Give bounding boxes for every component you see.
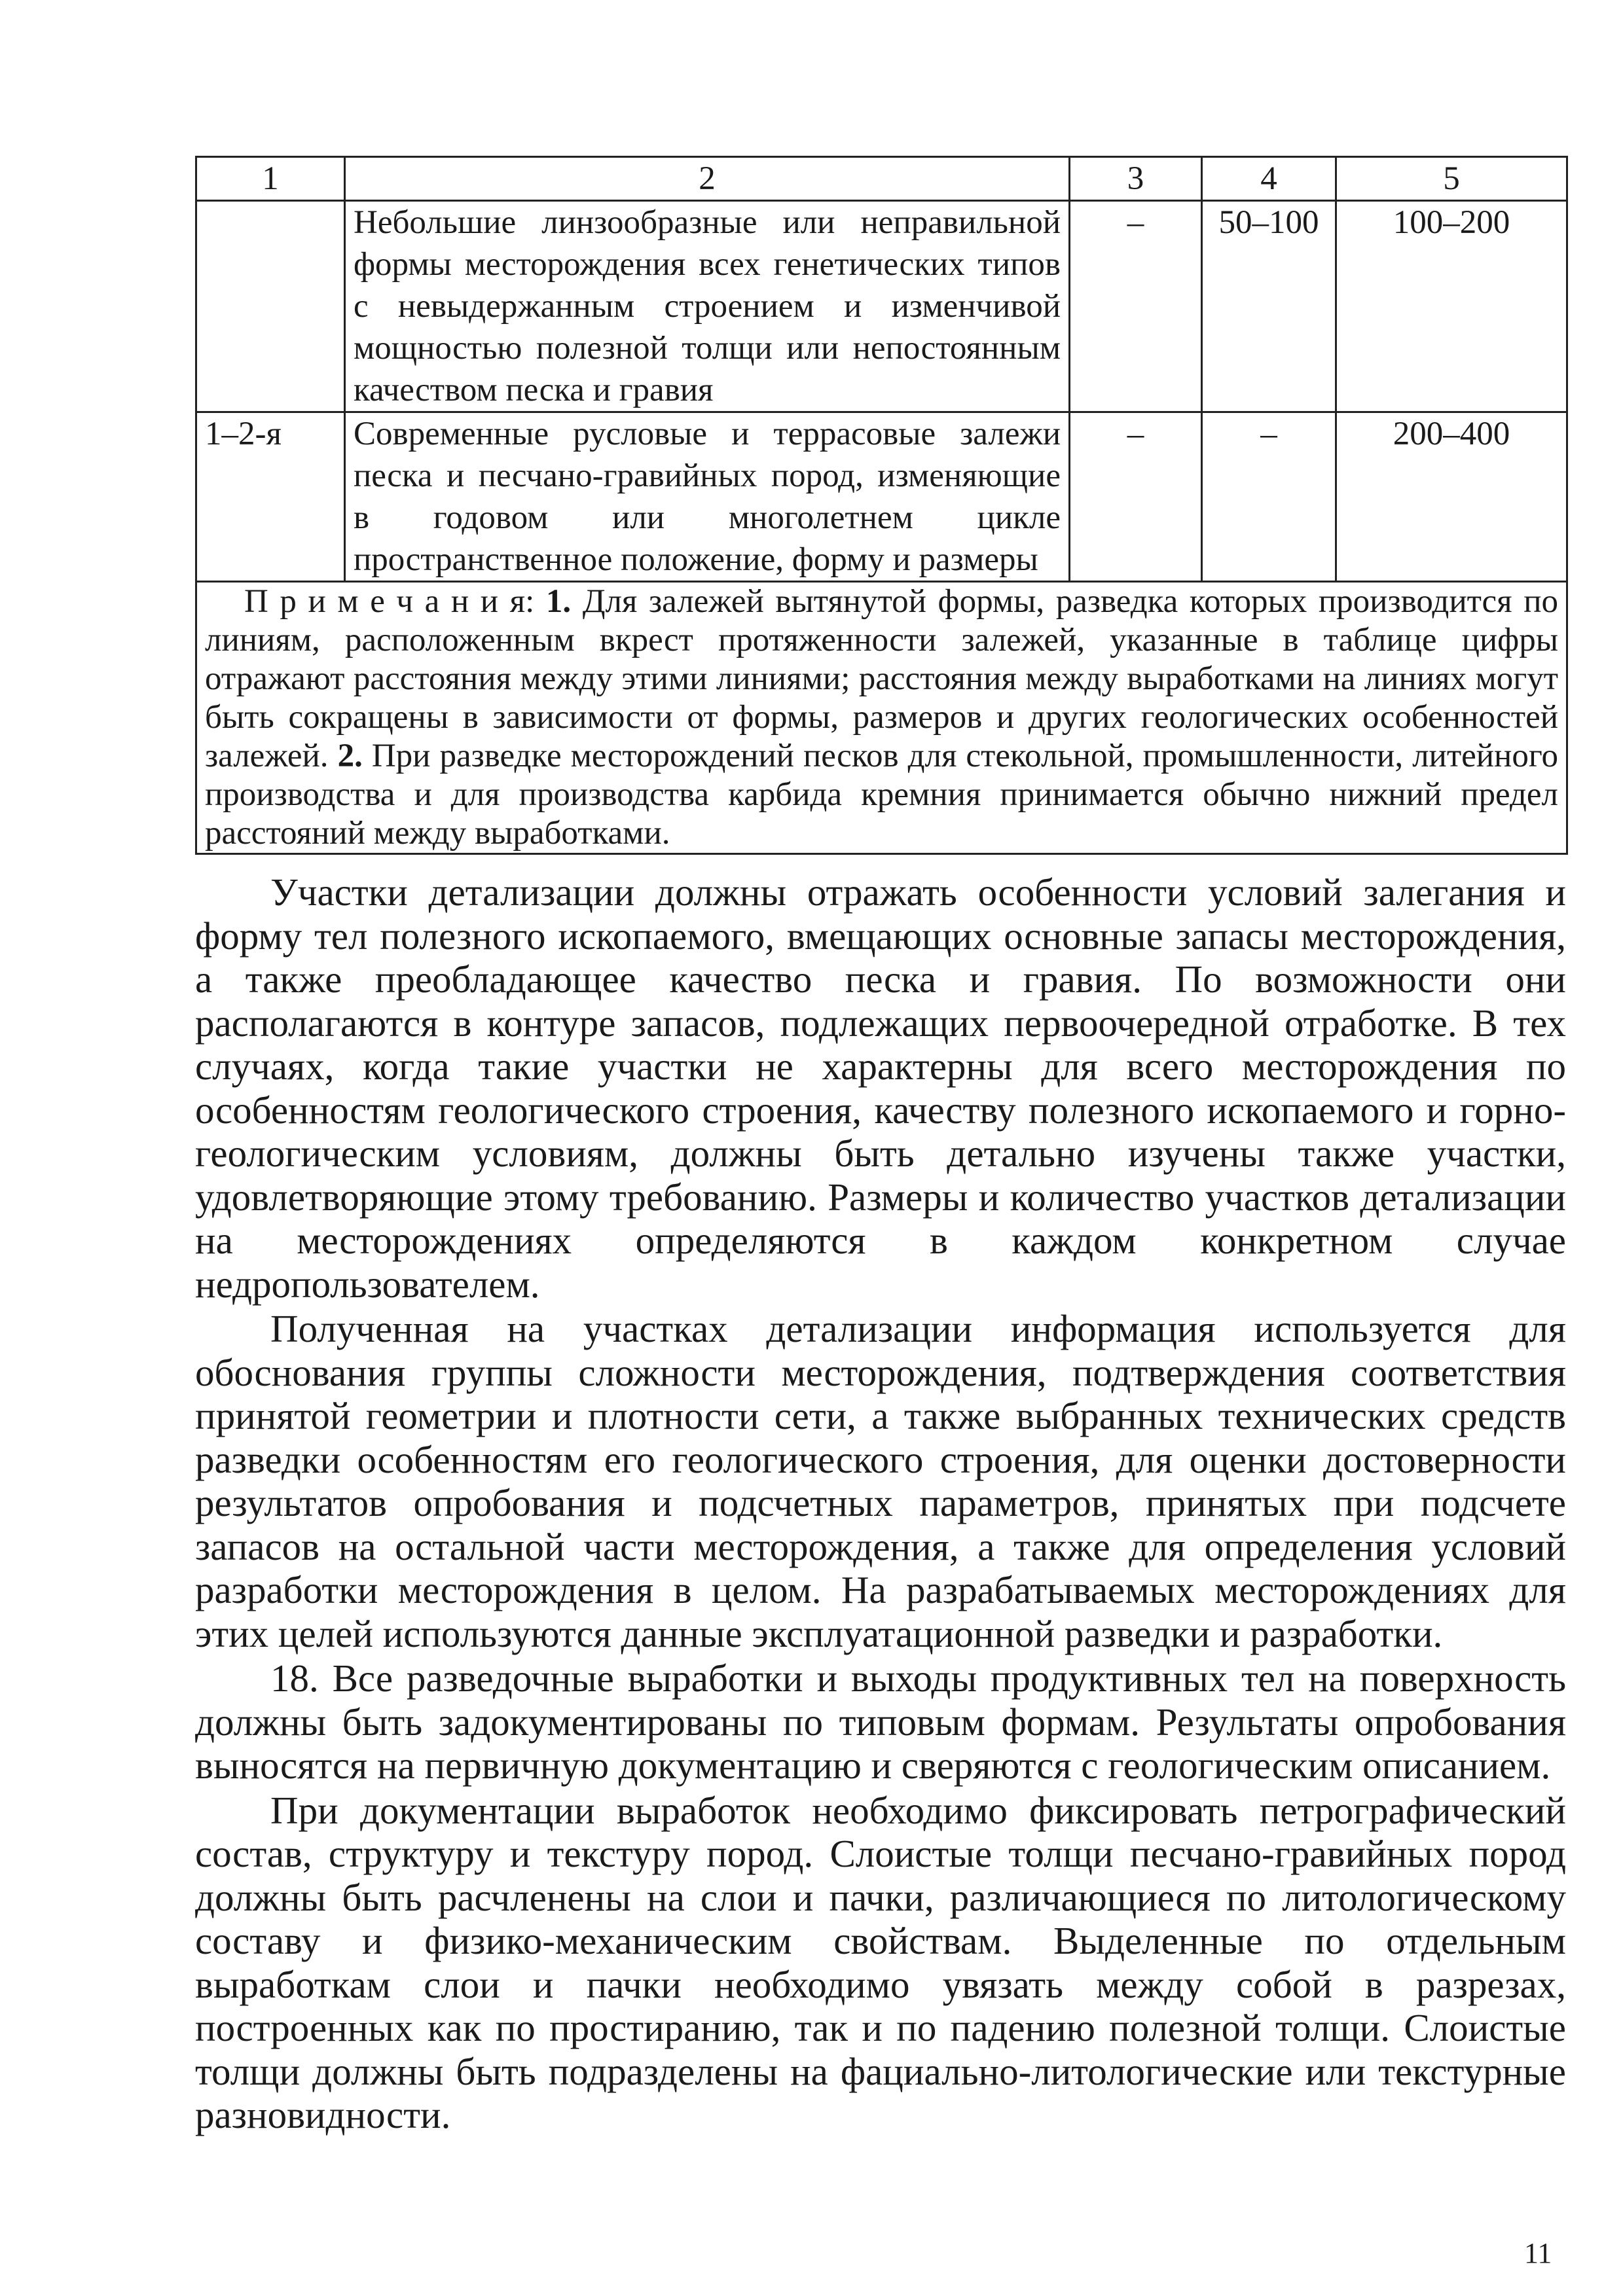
table-cell-value: 50–100 [1202,201,1336,412]
table-cell-value: – [1070,201,1202,412]
table-header-cell: 3 [1070,157,1202,201]
note-text: При разведке месторождений песков для стекольной, промышленности, литейного производства и для производства карбида кремния принимается обычно нижний предел расстояний между выработками. [205,738,1558,852]
paragraph: При документации выработок необходимо фиксировать петрографический состав, структуру и текстуру пород. Слоистые толщи песчано-гравийных пород должны быть расчленены на слои и пачки, различающиеся по литологическому составу и физико-механическим свойствам. Выделенные по отдельным выработкам слои и пачки необходимо увязать между собой в разрезах, построенных как по простиранию, так и по падению полезной толщи. Слоистые толщи должны быть подразделены на фациально-литологические или текстурные разновидности. [195,1788,1566,2136]
page-number: 11 [1524,2237,1552,2269]
table-note-row [196,582,1567,854]
table-cell-value: 100–200 [1336,201,1567,412]
table-header-cell: 5 [1336,157,1567,201]
table-cell-value: – [1070,412,1202,582]
table-header-cell: 1 [196,157,345,201]
note-text: Для залежей вытянутой формы, разведка которых производится по линиям, расположенным вкрест протяженности залежей, указанные в таблице цифры отражают расстояния между этими линиями; расстояния между выработками на линиях могут быть сокращены в зависимости от формы, размеров и других геологических особенностей залежей. [205,583,1558,774]
table-header-cell: 4 [1202,157,1336,201]
table-cell-group: 1–2-я [196,412,345,582]
table-cell-description: Современные русловые и террасовые залежи песка и песчано-гравийных пород, изменяющие в годовом или многолетнем цикле пространственное положение, форму и размеры [345,412,1070,582]
table-row [196,201,1567,412]
paragraph: Полученная на участках детализации информация используется для обоснования группы сложности месторождения, подтверждения соответствия принятой геометрии и плотности сети, а также выбранных технических средств разведки особенностям его геологического строения, для оценки достоверности результатов опробования и подсчетных параметров, принятых при подсчете запасов на остальной части месторождения, а также для определения условий разработки месторождения в целом. На разрабатываемых месторождениях для этих целей используются данные эксплуатационной разведки и разработки. [195,1307,1566,1655]
table-header-cell: 2 [345,157,1070,201]
note-number: 2. [337,738,363,774]
table-note [196,582,1567,854]
paragraph: 18. Все разведочные выработки и выходы продуктивных тел на поверхность должны быть задокументированы по типовым формам. Результаты опробования выносятся на первичную документацию и сверяются с геологическим описанием. [195,1657,1566,1787]
note-number: 1. [545,583,572,620]
body-text [195,870,1566,2137]
note-label: П р и м е ч а н и я: [244,583,535,620]
table-cell-value: – [1202,412,1336,582]
table-header-row [196,157,1567,201]
table-cell-description: Небольшие линзообразные или неправильной формы месторождения всех генетических типов с невыдержанным строением и изменчивой мощностью полезной толщи или непостоянным качеством песка и гравия [345,201,1070,412]
table-cell-value: 200–400 [1336,412,1567,582]
spacing-table [195,156,1568,855]
paragraph: Участки детализации должны отражать особенности условий залегания и форму тел полезного ископаемого, вмещающих основные запасы месторождения, а также преобладающее качество песка и гравия. По возможности они располагаются в контуре запасов, подлежащих первоочередной отработке. В тех случаях, когда такие участки не характерны для всего месторождения по особенностям геологического строения, качеству полезного ископаемого и горно-геологическим условиям, должны быть детально изучены также участки, удовлетворяющие этому требованию. Размеры и количество участков детализации на месторождениях определяются в каждом конкретном случае недропользователем. [195,870,1566,1306]
table-cell-group [196,201,345,412]
table-row [196,412,1567,582]
